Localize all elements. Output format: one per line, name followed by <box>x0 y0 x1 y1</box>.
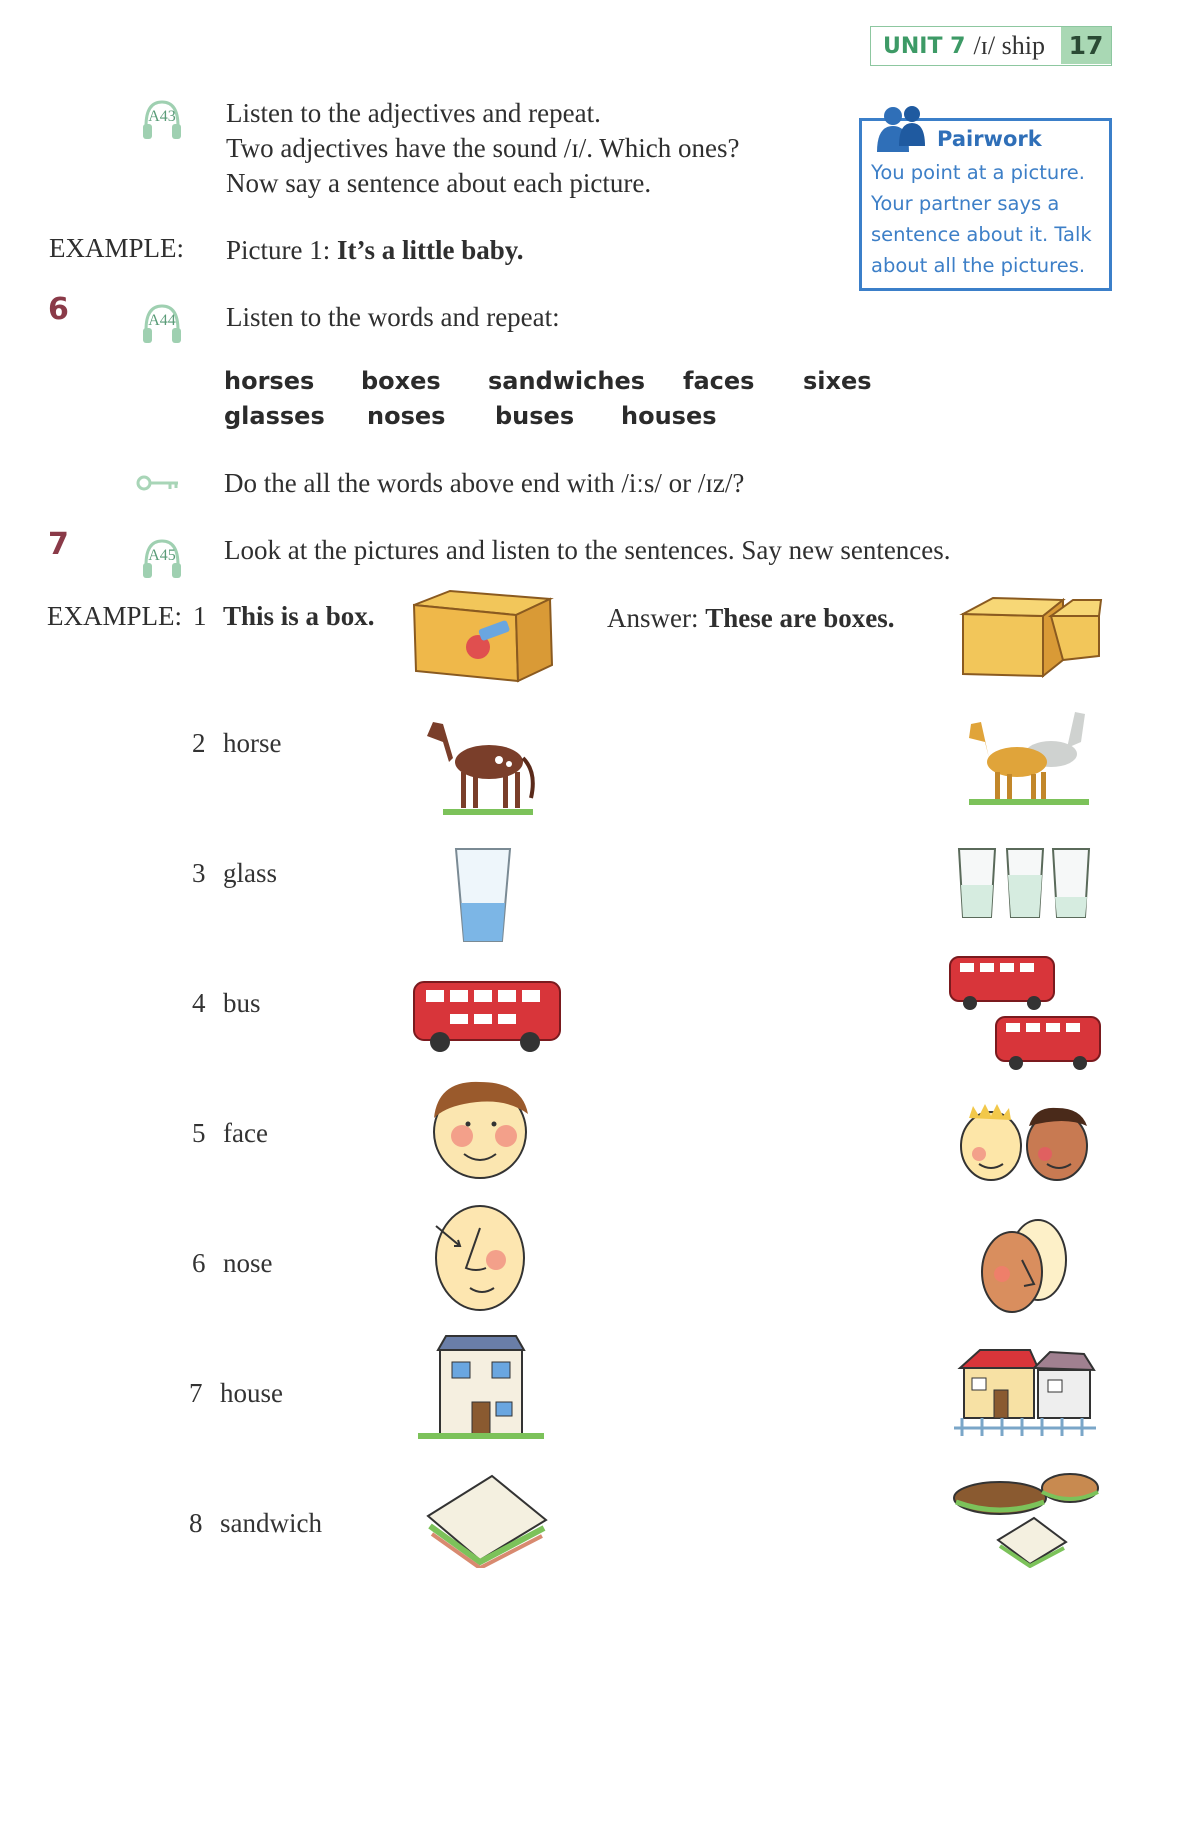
word-item: noses <box>367 402 446 430</box>
face-illustration <box>424 1074 540 1182</box>
instruction: Listen to the words and repeat: <box>226 302 560 332</box>
bus-illustration <box>410 976 564 1056</box>
exercise-number: 6 <box>48 292 69 327</box>
people-icon <box>872 106 928 152</box>
unit-label: UNIT 7 <box>883 33 966 59</box>
list-item-number: 2 <box>192 728 206 758</box>
item-number: 1 <box>193 601 207 631</box>
sandwich-illustration <box>422 1470 550 1568</box>
nose-illustration <box>430 1198 534 1314</box>
houses-illustration <box>950 1340 1100 1438</box>
box-illustration <box>410 585 558 685</box>
list-item-word: nose <box>223 1248 273 1278</box>
answer-sentence: These are boxes. <box>705 603 895 633</box>
pairwork-title: Pairwork <box>937 127 1042 151</box>
word-item: boxes <box>361 367 441 395</box>
example-label: EXAMPLE: <box>49 233 184 263</box>
list-item-word: glass <box>223 858 277 888</box>
list-item-word: horse <box>223 728 282 758</box>
noses-illustration <box>978 1210 1074 1316</box>
exercise-number: 7 <box>48 527 69 562</box>
list-item-word: sandwich <box>220 1508 322 1538</box>
track-label: A45 <box>148 547 176 564</box>
list-item-number: 3 <box>192 858 206 888</box>
unit-sound: /ɪ/ ship <box>973 31 1045 60</box>
buses-illustration <box>948 955 1103 1073</box>
example-text <box>226 233 524 268</box>
sandwiches-illustration <box>950 1468 1102 1568</box>
list-item-number: 5 <box>192 1118 206 1148</box>
word-item: horses <box>224 367 315 395</box>
pairwork-text <box>871 157 1107 281</box>
headphones-icon[interactable] <box>140 300 184 348</box>
example-label: EXAMPLE: <box>47 601 182 631</box>
unit-header <box>870 26 1112 66</box>
house-illustration <box>416 1330 546 1442</box>
horses-illustration <box>963 698 1093 810</box>
list-item-number: 6 <box>192 1248 206 1278</box>
list-item-word: face <box>223 1118 268 1148</box>
faces-illustration <box>955 1100 1095 1184</box>
glasses-illustration <box>957 845 1092 921</box>
key-icon <box>136 474 180 492</box>
horse-illustration <box>423 702 541 820</box>
pairwork-line: You point at a picture. <box>871 161 1085 184</box>
headphones-icon[interactable] <box>140 96 184 144</box>
track-label: A44 <box>148 312 176 329</box>
example-prefix: Picture 1: <box>226 235 337 265</box>
list-item-word: bus <box>223 988 261 1018</box>
instruction-line: Two adjectives have the sound /ɪ/. Which ones? <box>226 133 740 163</box>
word-item: sixes <box>803 367 872 395</box>
boxes-illustration <box>953 590 1103 678</box>
pairwork-box <box>859 118 1112 291</box>
page-number: 17 <box>1061 27 1111 64</box>
list-item-number: 7 <box>189 1378 203 1408</box>
example-sentence: It’s a little baby. <box>336 235 524 265</box>
headphones-icon[interactable] <box>140 535 184 583</box>
question: Do the all the words above end with /iːs/ or /ɪz/? <box>224 468 745 498</box>
instruction-line: Listen to the adjectives and repeat. <box>226 98 601 128</box>
word-item: sandwiches <box>488 367 646 395</box>
instruction-line: Now say a sentence about each picture. <box>226 168 652 198</box>
word-item: faces <box>683 367 755 395</box>
answer-text <box>607 601 894 636</box>
example-sentence: This is a box. <box>223 601 375 631</box>
pairwork-line: Your partner says a <box>871 192 1060 215</box>
list-item-word: house <box>220 1378 283 1408</box>
word-item: buses <box>495 402 575 430</box>
word-item: glasses <box>224 402 325 430</box>
answer-prefix: Answer: <box>607 603 706 633</box>
list-item-number: 4 <box>192 988 206 1018</box>
list-item-number: 8 <box>189 1508 203 1538</box>
instruction: Look at the pictures and listen to the sentences. Say new sentences. <box>224 535 951 565</box>
pairwork-line: about all the pictures. <box>871 254 1086 277</box>
pairwork-line: sentence about it. Talk <box>871 223 1092 246</box>
track-label: A43 <box>148 108 176 125</box>
glass-illustration <box>452 845 514 945</box>
word-item: houses <box>621 402 717 430</box>
